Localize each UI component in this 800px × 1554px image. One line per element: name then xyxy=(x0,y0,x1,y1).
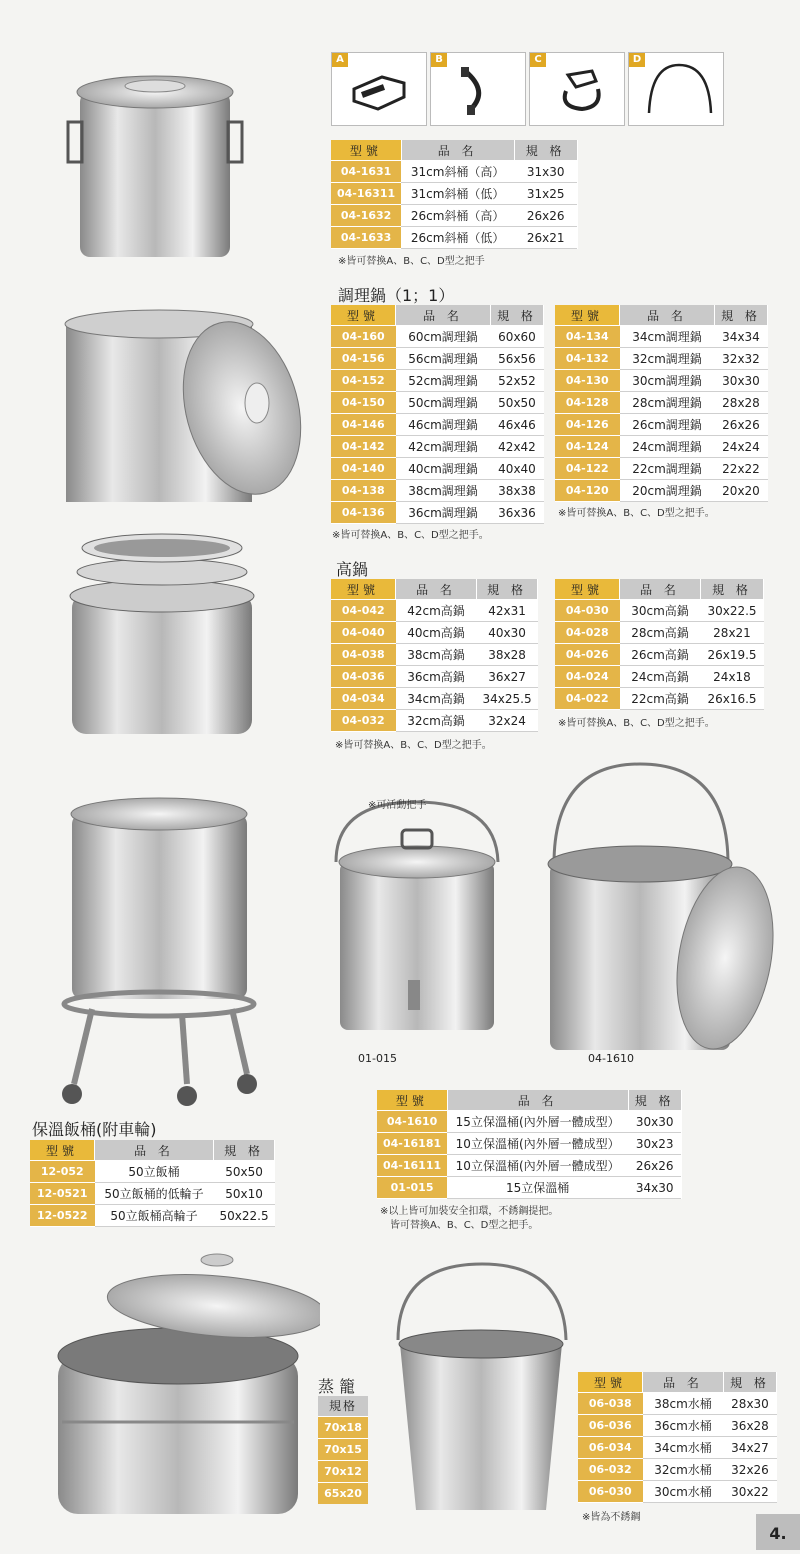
table-row xyxy=(555,458,768,480)
table-row xyxy=(578,1437,777,1459)
cell-spec: 28x28 xyxy=(715,392,768,414)
cell-spec: 32x24 xyxy=(477,710,538,732)
pot-table-right xyxy=(555,305,768,502)
cell-spec: 32x32 xyxy=(715,348,768,370)
table-row xyxy=(578,1415,777,1437)
cell-name: 42cm調理鍋 xyxy=(396,436,491,458)
cell-name: 30cm高鍋 xyxy=(620,600,701,622)
cell-spec: 50x50 xyxy=(491,392,544,414)
cell-code: 04-032 xyxy=(331,710,396,732)
cell-code: 04-028 xyxy=(555,622,620,644)
cell-code: 04-16311 xyxy=(331,183,401,205)
cell-name: 20cm調理鍋 xyxy=(620,480,715,502)
handle-note: 皆可替換A、B、C、D型之把手。 xyxy=(390,1220,539,1231)
cell-spec: 31x25 xyxy=(514,183,577,205)
cell-code: 06-032 xyxy=(578,1459,643,1481)
handle-tag: B xyxy=(431,53,447,67)
table-row xyxy=(578,1459,777,1481)
water-bucket-image xyxy=(386,1260,576,1518)
tall-pot-stack-image xyxy=(44,524,274,734)
cell-name: 26cm高鍋 xyxy=(620,644,701,666)
cell-name: 42cm高鍋 xyxy=(396,600,477,622)
cell-name: 38cm高鍋 xyxy=(396,644,477,666)
table-row xyxy=(555,414,768,436)
cell-spec: 26x16.5 xyxy=(701,688,764,710)
cell-spec: 26x26 xyxy=(514,205,577,227)
cell-name: 28cm高鍋 xyxy=(620,622,701,644)
table-row xyxy=(331,666,538,688)
steamer-spec-header: 規格 xyxy=(318,1396,368,1416)
cell-spec: 46x46 xyxy=(491,414,544,436)
col-header-code: 型號 xyxy=(555,579,620,600)
cell-name: 24cm高鍋 xyxy=(620,666,701,688)
col-header-name: 品 名 xyxy=(95,1140,214,1161)
table-row xyxy=(331,436,544,458)
handle-note: ※皆可替換A、B、C、D型之把手。 xyxy=(558,718,715,729)
cell-name: 36cm調理鍋 xyxy=(396,502,491,524)
movable-handle-note: ※可活動把手 xyxy=(368,800,427,811)
cell-spec: 60x60 xyxy=(491,326,544,348)
cell-spec: 24x18 xyxy=(701,666,764,688)
cell-spec: 31x30 xyxy=(514,161,577,183)
steamer-spec-item: 70x12 xyxy=(318,1460,368,1482)
section-title-rice-warmer: 保溫飯桶(附車輪) xyxy=(32,1120,157,1139)
cell-code: 04-1633 xyxy=(331,227,401,249)
cell-code: 12-0521 xyxy=(30,1183,95,1205)
cell-code: 06-036 xyxy=(578,1415,643,1437)
cell-spec: 24x24 xyxy=(715,436,768,458)
caption-04-1610: 04-1610 xyxy=(588,1052,634,1065)
table-row xyxy=(331,644,538,666)
cell-name: 40cm高鍋 xyxy=(396,622,477,644)
table-row xyxy=(377,1133,681,1155)
cell-code: 04-160 xyxy=(331,326,396,348)
table-row xyxy=(555,600,764,622)
col-header-code: 型號 xyxy=(331,140,401,161)
handle-note: ※皆可替換A、B、C、D型之把手。 xyxy=(332,530,489,541)
cell-code: 04-024 xyxy=(555,666,620,688)
steamer-spec-list xyxy=(318,1396,368,1504)
cell-code: 04-132 xyxy=(555,348,620,370)
cell-spec: 36x28 xyxy=(724,1415,777,1437)
table-row xyxy=(331,227,577,249)
rice-warmer-cart-image xyxy=(52,784,267,1114)
cell-name: 36cm高鍋 xyxy=(396,666,477,688)
cell-code: 04-138 xyxy=(331,480,396,502)
table-row xyxy=(555,480,768,502)
cell-name: 40cm調理鍋 xyxy=(396,458,491,480)
cell-name: 31cm斜桶（高） xyxy=(401,161,514,183)
cell-spec: 38x38 xyxy=(491,480,544,502)
cell-code: 04-034 xyxy=(331,688,396,710)
cell-name: 30cm水桶 xyxy=(643,1481,724,1503)
cell-name: 10立保溫桶(內外層一體成型） xyxy=(447,1155,628,1177)
cell-code: 12-052 xyxy=(30,1161,95,1183)
page-number: 4. xyxy=(756,1514,800,1550)
cell-spec: 34x34 xyxy=(715,326,768,348)
cell-code: 04-042 xyxy=(331,600,396,622)
cell-code: 06-034 xyxy=(578,1437,643,1459)
table-row xyxy=(331,392,544,414)
cell-spec: 32x26 xyxy=(724,1459,777,1481)
stock-pot-image xyxy=(52,308,312,508)
cell-spec: 50x50 xyxy=(214,1161,275,1183)
cell-code: 04-156 xyxy=(331,348,396,370)
table-row xyxy=(30,1205,275,1227)
cell-code: 04-040 xyxy=(331,622,396,644)
cell-code: 04-026 xyxy=(555,644,620,666)
handle-tag: A xyxy=(332,53,348,67)
cell-name: 30cm調理鍋 xyxy=(620,370,715,392)
cell-code: 04-130 xyxy=(555,370,620,392)
cell-name: 50立飯桶高輪子 xyxy=(95,1205,214,1227)
steamer-spec-item: 65x20 xyxy=(318,1482,368,1504)
cell-code: 04-142 xyxy=(331,436,396,458)
cell-spec: 26x19.5 xyxy=(701,644,764,666)
cell-code: 04-152 xyxy=(331,370,396,392)
table-row xyxy=(555,688,764,710)
cell-code: 06-038 xyxy=(578,1393,643,1415)
table-row xyxy=(331,480,544,502)
handle-tag: D xyxy=(629,53,645,67)
cell-name: 15立保溫桶(內外層一體成型） xyxy=(447,1111,628,1133)
cell-spec: 30x22 xyxy=(724,1481,777,1503)
cell-spec: 28x30 xyxy=(724,1393,777,1415)
cell-name: 32cm高鍋 xyxy=(396,710,477,732)
steamer-spec-item: 70x15 xyxy=(318,1438,368,1460)
cell-spec: 38x28 xyxy=(477,644,538,666)
cell-code: 12-0522 xyxy=(30,1205,95,1227)
table-row xyxy=(331,370,544,392)
cell-code: 04-122 xyxy=(555,458,620,480)
table-row xyxy=(555,348,768,370)
insulated-bucket-table xyxy=(377,1090,682,1199)
cell-code: 04-124 xyxy=(555,436,620,458)
slant-bucket-image xyxy=(62,62,252,262)
cell-code: 04-126 xyxy=(555,414,620,436)
cell-code: 04-038 xyxy=(331,644,396,666)
handle-type-c xyxy=(529,52,625,126)
col-header-name: 品 名 xyxy=(396,579,477,600)
cell-spec: 50x22.5 xyxy=(214,1205,275,1227)
col-header-spec: 規 格 xyxy=(477,579,538,600)
cell-name: 24cm調理鍋 xyxy=(620,436,715,458)
cell-code: 04-120 xyxy=(555,480,620,502)
cell-code: 04-1610 xyxy=(377,1111,447,1133)
cell-name: 56cm調理鍋 xyxy=(396,348,491,370)
table-row xyxy=(331,502,544,524)
cell-name: 34cm水桶 xyxy=(643,1437,724,1459)
table-row xyxy=(331,183,577,205)
water-bucket-table xyxy=(578,1372,777,1503)
handle-tag: C xyxy=(530,53,546,67)
col-header-code: 型號 xyxy=(377,1090,447,1111)
table-row xyxy=(331,710,538,732)
cell-name: 38cm調理鍋 xyxy=(396,480,491,502)
handle-note: ※皆可替換A、B、C、D型之把手 xyxy=(338,256,485,267)
cell-code: 04-150 xyxy=(331,392,396,414)
col-header-spec: 規 格 xyxy=(724,1372,777,1393)
cell-name: 10立保溫桶(內外層一體成型） xyxy=(447,1133,628,1155)
col-header-name: 品 名 xyxy=(620,305,715,326)
cell-code: 04-16111 xyxy=(377,1155,447,1177)
cell-spec: 34x25.5 xyxy=(477,688,538,710)
cell-spec: 20x20 xyxy=(715,480,768,502)
table-row xyxy=(555,326,768,348)
cell-code: 04-16181 xyxy=(377,1133,447,1155)
cell-spec: 42x31 xyxy=(477,600,538,622)
section-title-tall-pot: 高鍋 xyxy=(336,560,369,579)
col-header-spec: 規 格 xyxy=(214,1140,275,1161)
section-title-steamer: 蒸 籠 xyxy=(318,1377,356,1396)
cell-spec: 30x22.5 xyxy=(701,600,764,622)
cell-name: 26cm斜桶（高） xyxy=(401,205,514,227)
col-header-code: 型號 xyxy=(331,305,396,326)
insulated-bucket-tap-image xyxy=(326,800,506,1035)
cell-spec: 42x42 xyxy=(491,436,544,458)
col-header-name: 品 名 xyxy=(396,305,491,326)
cell-name: 34cm調理鍋 xyxy=(620,326,715,348)
cell-code: 04-036 xyxy=(331,666,396,688)
col-header-name: 品 名 xyxy=(620,579,701,600)
cell-code: 04-136 xyxy=(331,502,396,524)
cell-code: 04-1631 xyxy=(331,161,401,183)
steamer-image xyxy=(42,1246,320,1518)
table-row xyxy=(377,1155,681,1177)
col-header-spec: 規 格 xyxy=(701,579,764,600)
cell-spec: 40x40 xyxy=(491,458,544,480)
rice-warmer-table xyxy=(30,1140,275,1227)
pot-table-left xyxy=(331,305,544,524)
cell-spec: 50x10 xyxy=(214,1183,275,1205)
table-row xyxy=(555,392,768,414)
cell-code: 04-030 xyxy=(555,600,620,622)
cell-spec: 36x36 xyxy=(491,502,544,524)
cell-name: 31cm斜桶（低） xyxy=(401,183,514,205)
table-row xyxy=(331,205,577,227)
stainless-note: ※皆為不銹鋼 xyxy=(582,1512,641,1523)
tall-pot-table-left xyxy=(331,579,538,732)
table-row xyxy=(331,326,544,348)
table-row xyxy=(30,1161,275,1183)
cell-name: 60cm調理鍋 xyxy=(396,326,491,348)
cell-spec: 52x52 xyxy=(491,370,544,392)
table-row xyxy=(578,1481,777,1503)
insulated-bucket-lid-image xyxy=(530,758,780,1058)
table-row xyxy=(331,348,544,370)
tall-pot-table-right xyxy=(555,579,764,710)
cell-spec: 30x30 xyxy=(628,1111,681,1133)
table-row xyxy=(555,666,764,688)
cell-code: 06-030 xyxy=(578,1481,643,1503)
handle-type-d xyxy=(628,52,724,126)
cell-name: 38cm水桶 xyxy=(643,1393,724,1415)
table-row xyxy=(331,161,577,183)
cell-code: 04-1632 xyxy=(331,205,401,227)
col-header-code: 型號 xyxy=(578,1372,643,1393)
cell-name: 32cm調理鍋 xyxy=(620,348,715,370)
cell-name: 28cm調理鍋 xyxy=(620,392,715,414)
cell-code: 04-134 xyxy=(555,326,620,348)
col-header-code: 型號 xyxy=(555,305,620,326)
col-header-code: 型號 xyxy=(331,579,396,600)
handle-note: ※皆可替換A、B、C、D型之把手。 xyxy=(335,740,492,751)
table-row xyxy=(30,1183,275,1205)
section-title-pot: 調理鍋（1；1） xyxy=(338,286,455,305)
cell-spec: 30x30 xyxy=(715,370,768,392)
cell-spec: 26x26 xyxy=(715,414,768,436)
col-header-spec: 規 格 xyxy=(514,140,577,161)
handle-type-b xyxy=(430,52,526,126)
buckle-note: ※以上皆可加裝安全扣環，不銹鋼提把。 xyxy=(380,1206,559,1217)
table-row xyxy=(555,622,764,644)
steamer-spec-item: 70x18 xyxy=(318,1416,368,1438)
table-row xyxy=(377,1177,681,1199)
table-row xyxy=(555,436,768,458)
table-row xyxy=(578,1393,777,1415)
cell-name: 22cm高鍋 xyxy=(620,688,701,710)
cell-name: 50立飯桶的低輪子 xyxy=(95,1183,214,1205)
cell-name: 50cm調理鍋 xyxy=(396,392,491,414)
col-header-name: 品 名 xyxy=(401,140,514,161)
cell-spec: 40x30 xyxy=(477,622,538,644)
col-header-name: 品 名 xyxy=(447,1090,628,1111)
cell-name: 46cm調理鍋 xyxy=(396,414,491,436)
cell-spec: 30x23 xyxy=(628,1133,681,1155)
col-header-spec: 規 格 xyxy=(628,1090,681,1111)
cell-spec: 22x22 xyxy=(715,458,768,480)
cell-spec: 34x27 xyxy=(724,1437,777,1459)
table-row xyxy=(331,458,544,480)
col-header-name: 品 名 xyxy=(643,1372,724,1393)
cell-spec: 28x21 xyxy=(701,622,764,644)
cell-spec: 34x30 xyxy=(628,1177,681,1199)
handle-note: ※皆可替換A、B、C、D型之把手。 xyxy=(558,508,715,519)
table-row xyxy=(331,688,538,710)
cell-name: 22cm調理鍋 xyxy=(620,458,715,480)
cell-spec: 26x21 xyxy=(514,227,577,249)
cell-spec: 36x27 xyxy=(477,666,538,688)
cell-name: 15立保溫桶 xyxy=(447,1177,628,1199)
cell-name: 50立飯桶 xyxy=(95,1161,214,1183)
col-header-spec: 規 格 xyxy=(491,305,544,326)
slant-bucket-table xyxy=(331,140,578,249)
cell-code: 04-022 xyxy=(555,688,620,710)
cell-code: 04-140 xyxy=(331,458,396,480)
cell-code: 04-146 xyxy=(331,414,396,436)
table-row xyxy=(555,370,768,392)
col-header-code: 型號 xyxy=(30,1140,95,1161)
cell-code: 04-128 xyxy=(555,392,620,414)
table-row xyxy=(377,1111,681,1133)
caption-01-015: 01-015 xyxy=(358,1052,397,1065)
table-row xyxy=(331,600,538,622)
cell-spec: 26x26 xyxy=(628,1155,681,1177)
table-row xyxy=(555,644,764,666)
cell-name: 26cm調理鍋 xyxy=(620,414,715,436)
handle-type-a xyxy=(331,52,427,126)
cell-code: 01-015 xyxy=(377,1177,447,1199)
cell-name: 32cm水桶 xyxy=(643,1459,724,1481)
table-row xyxy=(331,622,538,644)
table-row xyxy=(331,414,544,436)
cell-name: 36cm水桶 xyxy=(643,1415,724,1437)
cell-name: 34cm高鍋 xyxy=(396,688,477,710)
col-header-spec: 規 格 xyxy=(715,305,768,326)
cell-spec: 56x56 xyxy=(491,348,544,370)
cell-name: 26cm斜桶（低） xyxy=(401,227,514,249)
cell-name: 52cm調理鍋 xyxy=(396,370,491,392)
